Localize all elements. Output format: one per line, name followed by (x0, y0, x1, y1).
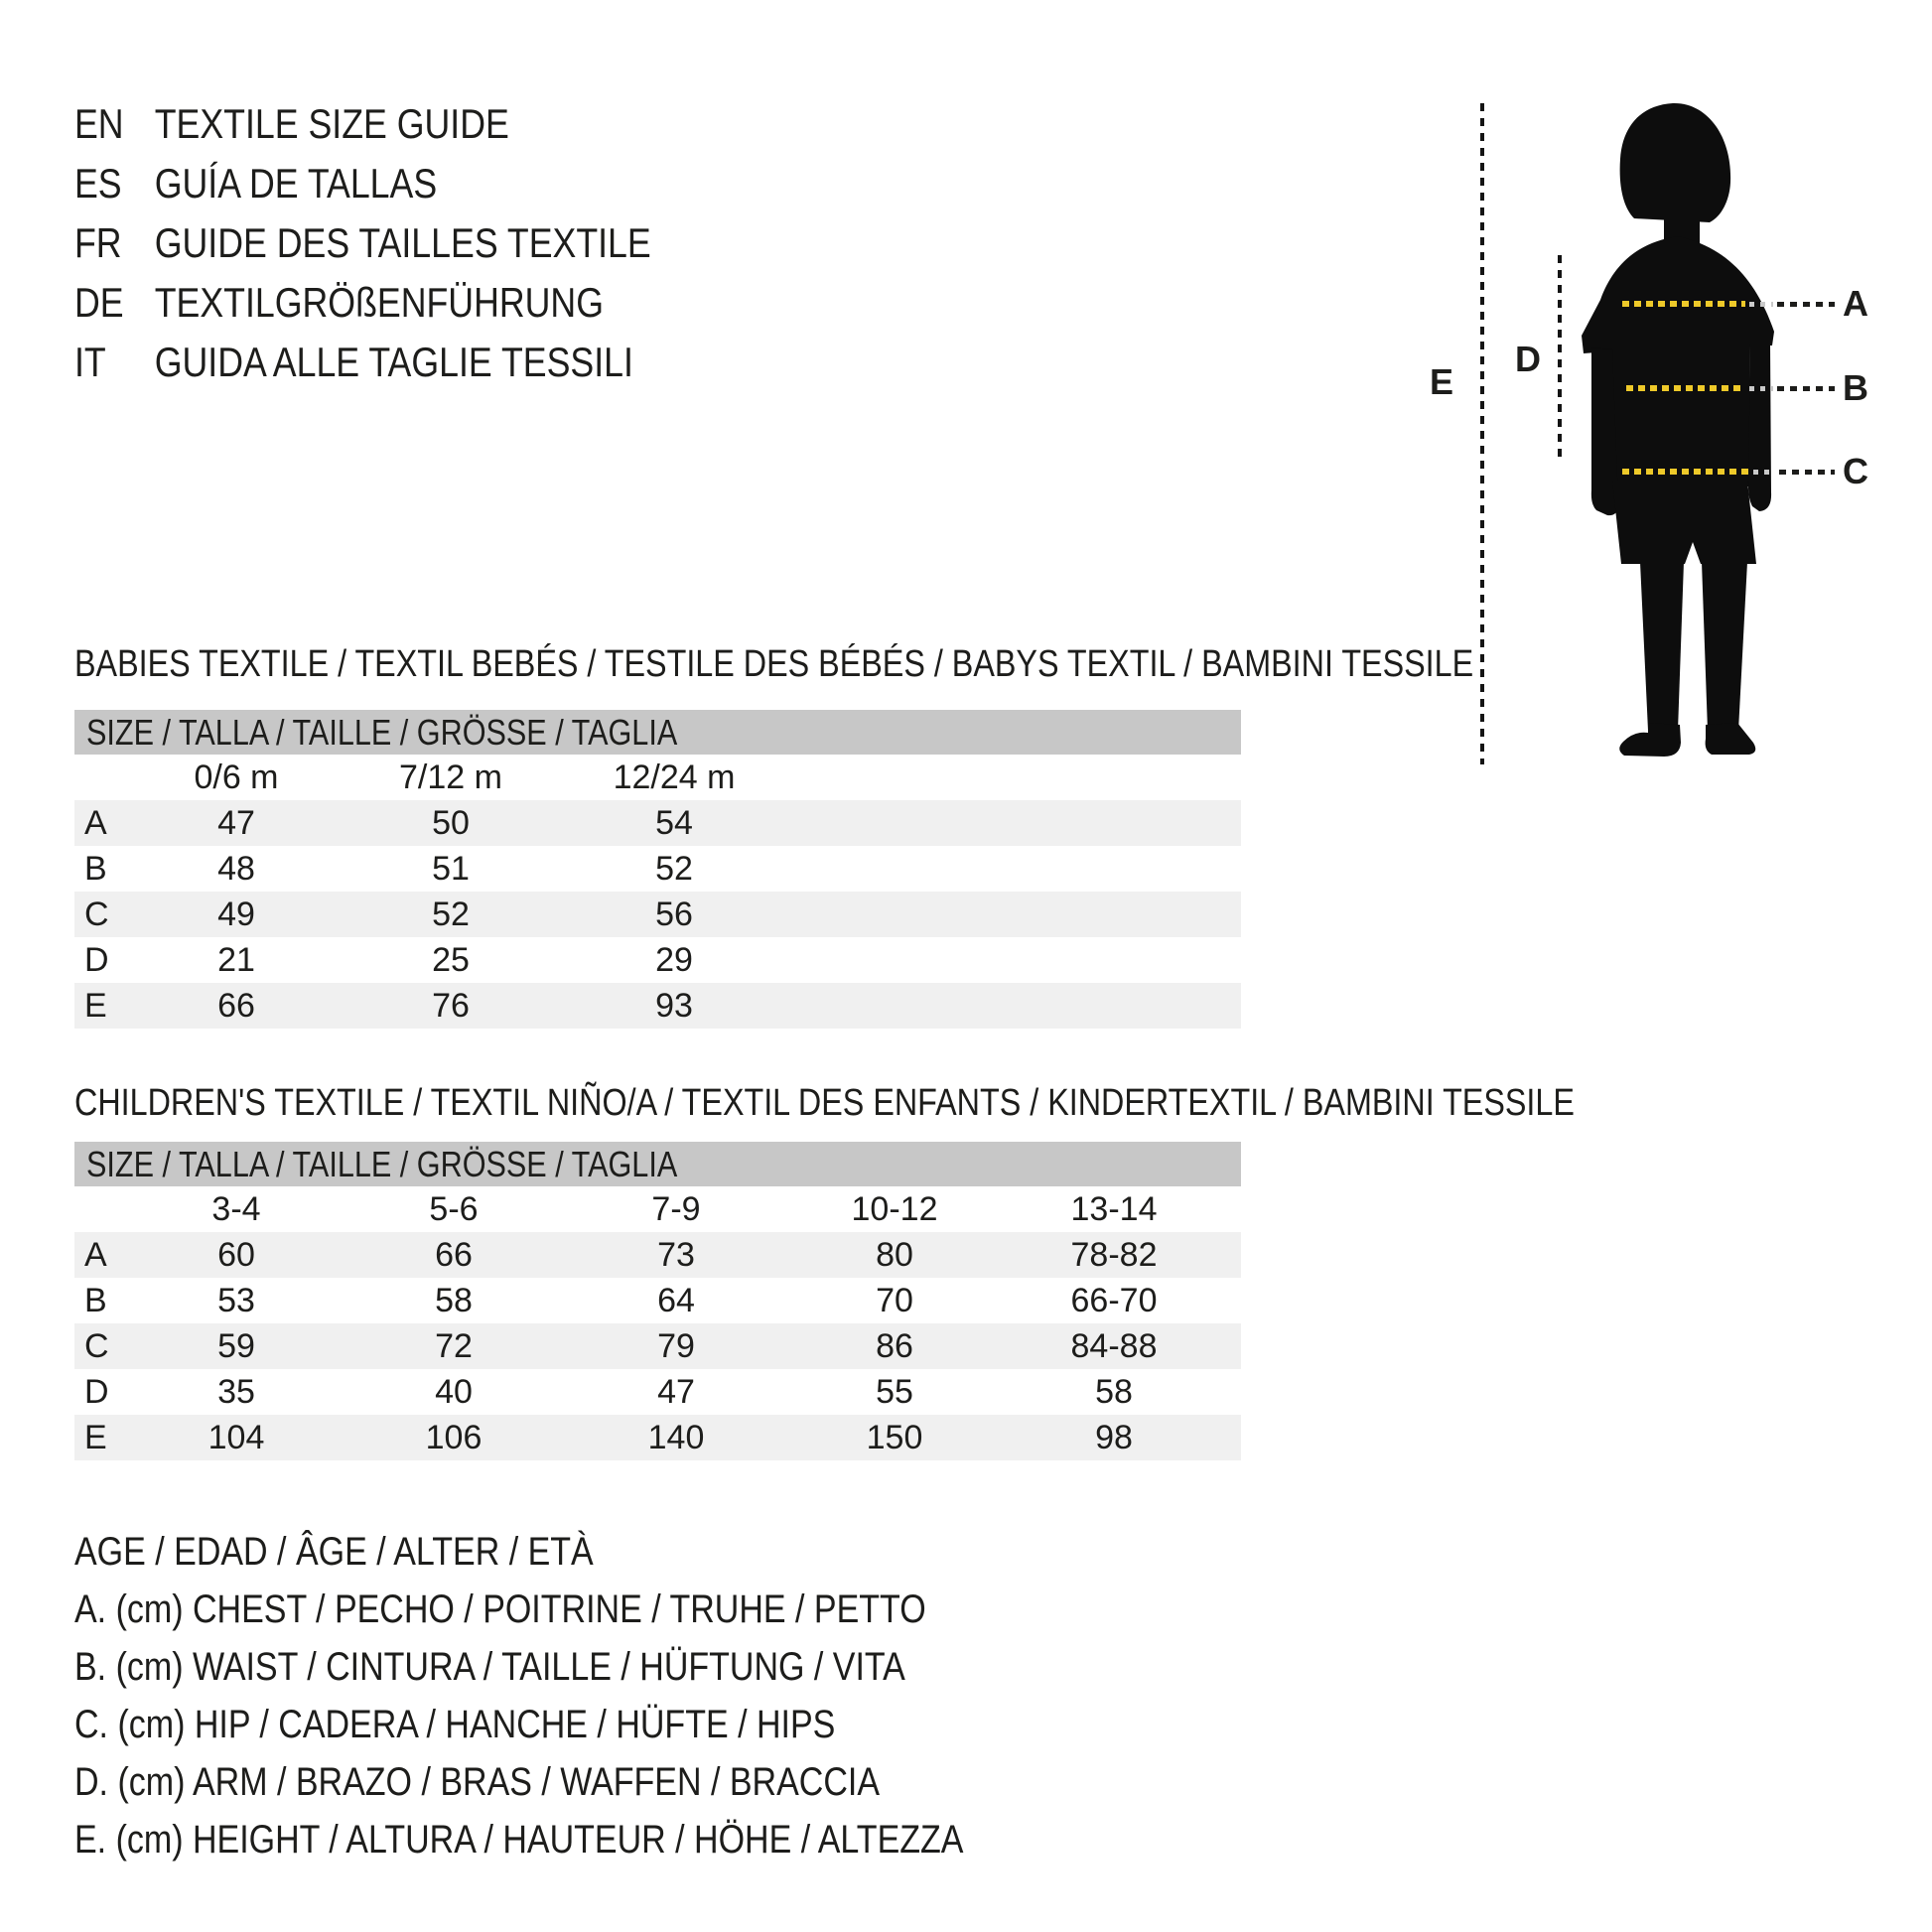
legend-text: A. (cm) CHEST / PECHO / POITRINE / TRUHE / PETTO (74, 1587, 926, 1631)
lang-code: EN (74, 100, 124, 147)
measure-label-E: E (1430, 361, 1454, 402)
guide-title-fr: GUIDE DES TAILLES TEXTILE (154, 219, 651, 266)
waist-measure-dash-B (1626, 385, 1745, 391)
table-cell: 104 (207, 1418, 265, 1456)
table-cell: 86 (876, 1326, 913, 1365)
table-cell: 66 (435, 1235, 473, 1274)
table-cell: 54 (655, 803, 693, 842)
table-cell: 52 (655, 849, 693, 888)
size-bar-label: SIZE / TALLA / TAILLE / GRÖSSE / TAGLIA (86, 1143, 678, 1184)
children-column-header-row (74, 1186, 1241, 1232)
babies-size-bar (74, 710, 1241, 755)
lang-code: ES (74, 160, 122, 207)
legend-line-height (74, 1811, 1120, 1868)
column-header: 7-9 (651, 1189, 701, 1228)
table-cell: 150 (866, 1418, 923, 1456)
guide-title-es: GUÍA DE TALLAS (154, 160, 438, 207)
column-header: 5-6 (429, 1189, 479, 1228)
row-label: B (84, 849, 107, 888)
babies-section-heading (74, 643, 1721, 686)
column-header: 7/12 m (399, 758, 502, 796)
legend-text: C. (cm) HIP / CADERA / HANCHE / HÜFTE / HIPS (74, 1703, 836, 1746)
children-heading-text: CHILDREN'S TEXTILE / TEXTIL NIÑO/A / TEXTIL DES ENFANTS / KINDERTEXTIL / BAMBINI TESSILE (74, 1082, 1575, 1124)
language-header (74, 94, 753, 392)
chest-dash-lead-A (1777, 302, 1835, 307)
children-size-bar (74, 1142, 1241, 1186)
table-cell: 52 (432, 895, 470, 933)
table-row (74, 892, 1241, 937)
legend-line-arm (74, 1753, 1120, 1811)
measure-label-D: D (1515, 339, 1541, 379)
table-row (74, 1278, 1241, 1323)
measure-label-A: A (1843, 283, 1868, 324)
hip-dash-lead-C (1779, 470, 1835, 475)
guide-title-it: GUIDA ALLE TAGLIE TESSILI (154, 339, 633, 385)
legend-text: E. (cm) HEIGHT / ALTURA / HAUTEUR / HÖHE / ALTEZZA (74, 1818, 964, 1862)
table-cell: 47 (217, 803, 255, 842)
guide-title-de: TEXTILGRÖßENFÜHRUNG (154, 279, 604, 326)
table-cell: 21 (217, 940, 255, 979)
measurement-legend (74, 1523, 1120, 1868)
row-label: A (84, 1235, 107, 1274)
silhouette-foot-right (1706, 723, 1756, 755)
column-header: 13-14 (1070, 1189, 1158, 1228)
measure-label-C: C (1843, 451, 1868, 491)
column-header: 12/24 m (613, 758, 736, 796)
row-label: A (84, 803, 107, 842)
table-cell: 58 (435, 1281, 473, 1319)
guide-title-en: TEXTILE SIZE GUIDE (154, 100, 509, 147)
row-label: C (84, 895, 109, 933)
legend-line-waist (74, 1638, 1120, 1696)
table-cell: 84-88 (1070, 1326, 1158, 1365)
silhouette-shorts (1612, 481, 1756, 564)
legend-text: D. (cm) ARM / BRAZO / BRAS / WAFFEN / BRACCIA (74, 1760, 881, 1804)
row-label: E (84, 1418, 107, 1456)
lang-code: IT (74, 339, 106, 385)
waist-dash-fade-B (1749, 386, 1773, 391)
table-row (74, 1415, 1241, 1460)
table-cell: 58 (1095, 1372, 1133, 1411)
table-cell: 76 (432, 986, 470, 1025)
table-row (74, 1232, 1241, 1278)
legend-text: AGE / EDAD / ÂGE / ALTER / ETÀ (74, 1530, 594, 1574)
table-cell: 70 (876, 1281, 913, 1319)
hip-measure-dash-C (1622, 469, 1749, 475)
measure-label-B: B (1843, 367, 1868, 408)
legend-text: B. (cm) WAIST / CINTURA / TAILLE / HÜFTUNG / VITA (74, 1645, 905, 1689)
table-cell: 40 (435, 1372, 473, 1411)
lang-row-de (74, 273, 651, 333)
table-cell: 35 (217, 1372, 255, 1411)
lang-code: DE (74, 279, 124, 326)
chest-measure-dash-A (1622, 301, 1745, 307)
table-cell: 49 (217, 895, 255, 933)
table-cell: 51 (432, 849, 470, 888)
table-cell: 78-82 (1070, 1235, 1158, 1274)
table-cell: 59 (217, 1326, 255, 1365)
table-cell: 106 (425, 1418, 483, 1456)
table-cell: 73 (657, 1235, 695, 1274)
table-cell: 56 (655, 895, 693, 933)
row-label: D (84, 940, 109, 979)
table-row (74, 937, 1241, 983)
table-cell: 50 (432, 803, 470, 842)
table-cell: 25 (432, 940, 470, 979)
table-cell: 72 (435, 1326, 473, 1365)
row-label: C (84, 1326, 109, 1365)
column-header: 3-4 (211, 1189, 261, 1228)
table-cell: 66-70 (1070, 1281, 1158, 1319)
table-cell: 79 (657, 1326, 695, 1365)
lang-row-en (74, 94, 651, 154)
table-cell: 48 (217, 849, 255, 888)
size-bar-label: SIZE / TALLA / TAILLE / GRÖSSE / TAGLIA (86, 711, 678, 753)
table-row (74, 846, 1241, 892)
table-cell: 53 (217, 1281, 255, 1319)
chest-dash-fade-A (1749, 302, 1773, 307)
babies-column-header-row (74, 755, 1241, 800)
row-label: E (84, 986, 107, 1025)
table-cell: 47 (657, 1372, 695, 1411)
babies-size-table (74, 710, 1241, 1029)
legend-line-chest (74, 1581, 1120, 1638)
table-row (74, 1323, 1241, 1369)
table-row (74, 983, 1241, 1029)
table-cell: 93 (655, 986, 693, 1025)
table-cell: 29 (655, 940, 693, 979)
waist-dash-lead-B (1777, 386, 1835, 391)
column-header: 0/6 m (194, 758, 279, 796)
legend-line-hip (74, 1696, 1120, 1753)
silhouette-foot-left (1619, 723, 1681, 757)
legend-line-age (74, 1523, 1120, 1581)
children-section-heading (74, 1082, 1840, 1125)
table-cell: 64 (657, 1281, 695, 1319)
lang-row-fr (74, 213, 651, 273)
table-cell: 140 (647, 1418, 705, 1456)
lang-row-it (74, 333, 651, 392)
table-cell: 66 (217, 986, 255, 1025)
silhouette-arm-right (1748, 344, 1771, 511)
table-row (74, 800, 1241, 846)
row-label: D (84, 1372, 109, 1411)
arm-measure-line-D (1558, 255, 1562, 464)
table-cell: 80 (876, 1235, 913, 1274)
table-cell: 60 (217, 1235, 255, 1274)
children-size-table (74, 1142, 1241, 1460)
lang-code: FR (74, 219, 122, 266)
row-label: B (84, 1281, 107, 1319)
hip-dash-fade-C (1753, 470, 1775, 475)
table-cell: 98 (1095, 1418, 1133, 1456)
column-header: 10-12 (851, 1189, 938, 1228)
silhouette-head (1620, 103, 1730, 222)
table-cell: 55 (876, 1372, 913, 1411)
babies-heading-text: BABIES TEXTILE / TEXTIL BEBÉS / TESTILE DES BÉBÉS / BABYS TEXTIL / BAMBINI TESSILE (74, 643, 1474, 685)
lang-row-es (74, 154, 651, 213)
table-row (74, 1369, 1241, 1415)
